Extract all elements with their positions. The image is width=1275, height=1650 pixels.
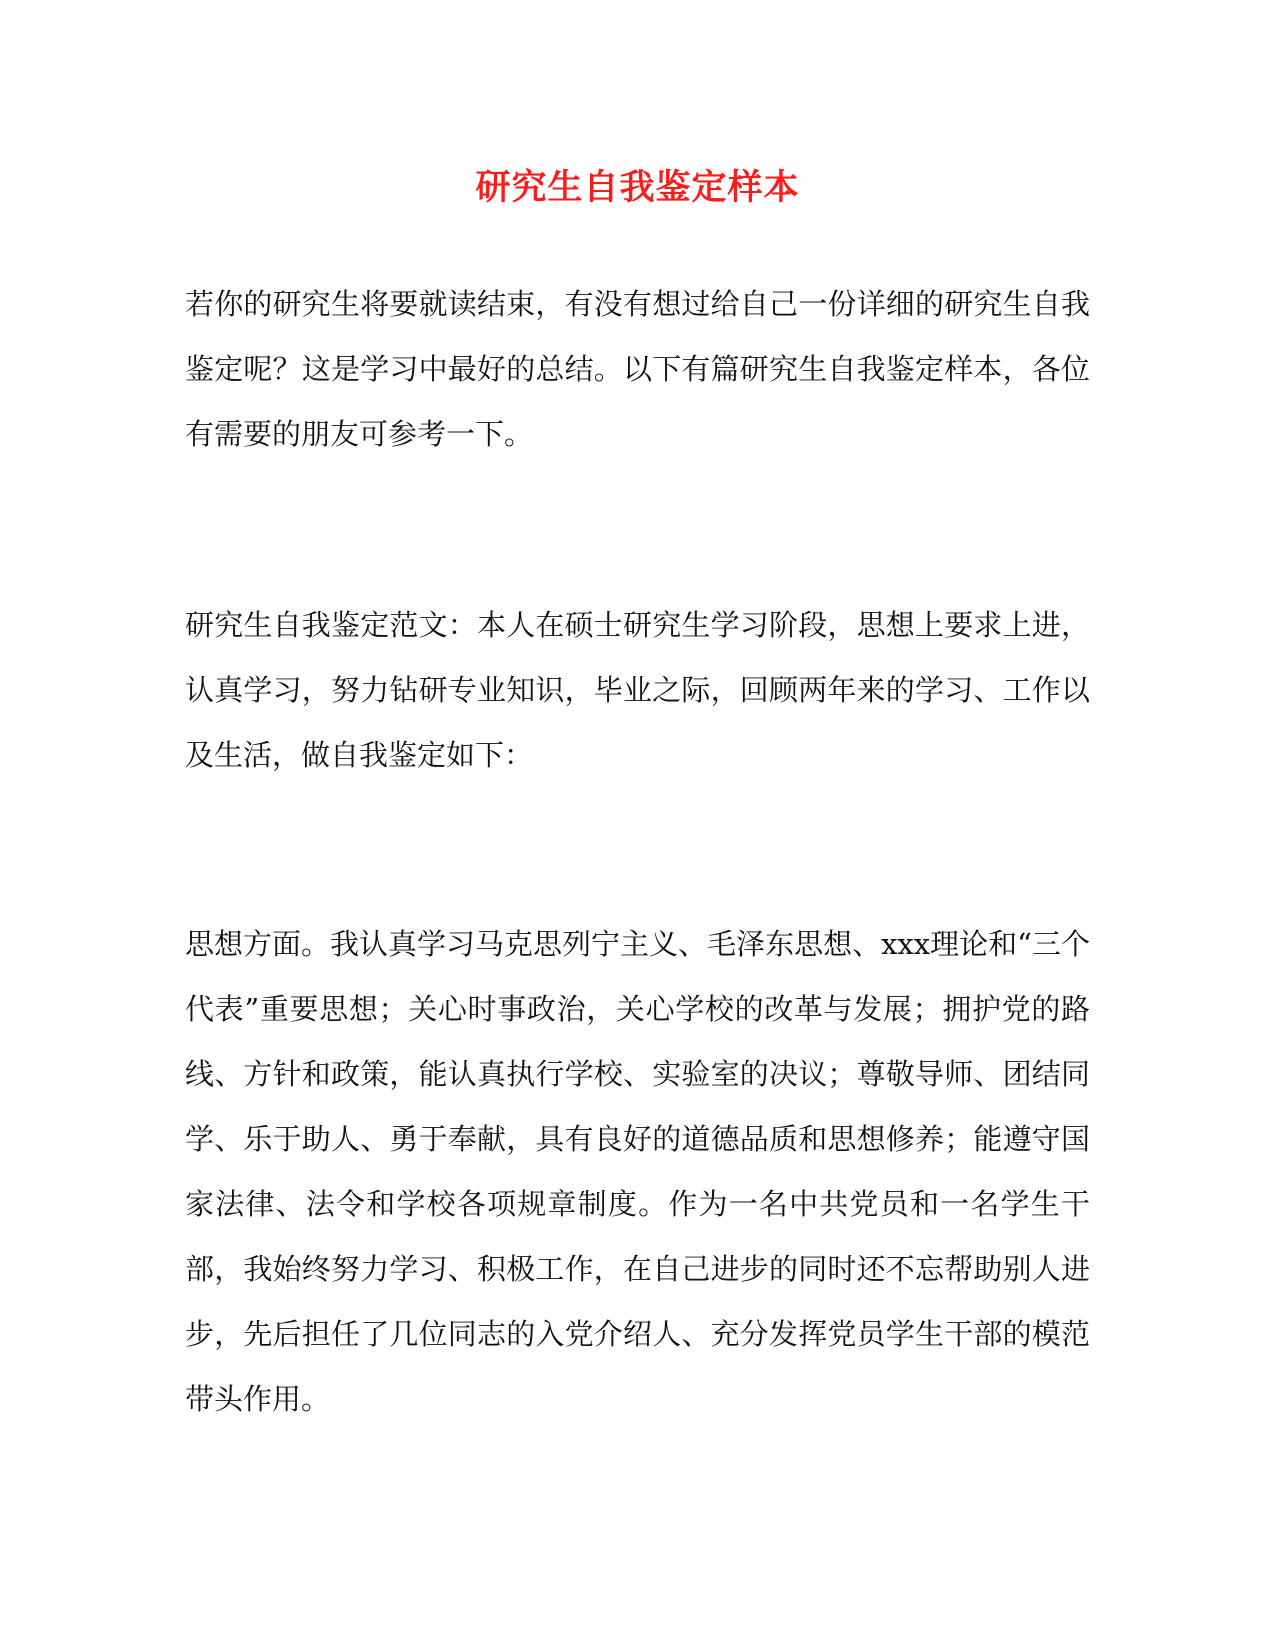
- sample-intro-paragraph: 研究生自我鉴定范文：本人在硕士研究生学习阶段，思想上要求上进，认真学习，努力钻研专业知识，毕业之际，回顾两年来的学习、工作以及生活，做自我鉴定如下：: [185, 608, 1090, 772]
- ideology-paragraph: 思想方面。我认真学习马克思列宁主义、毛泽东思想、xxx理论和“三个代表”重要思想；关心时事政治，关心学校的改革与发展；拥护党的路线、方针和政策，能认真执行学校、实验室的决议；尊敬导师、团结同学、乐于助人、勇于奉献，具有良好的道德品质和思想修养；能遵守国家法律、法令和学校各项规章制度。作为一名中共党员和一名学生干部，我始终努力学习、积极工作，在自己进步的同时还不忘帮助别人进步，先后担任了几位同志的入党介绍人、充分发挥党员学生干部的模范带头作用。: [185, 927, 1090, 1416]
- intro-paragraph: 若你的研究生将要就读结束，有没有想过给自己一份详细的研究生自我鉴定呢？这是学习中最好的总结。以下有篇研究生自我鉴定样本，各位有需要的朋友可参考一下。: [185, 287, 1090, 451]
- page-title: 研究生自我鉴定样本: [475, 167, 800, 208]
